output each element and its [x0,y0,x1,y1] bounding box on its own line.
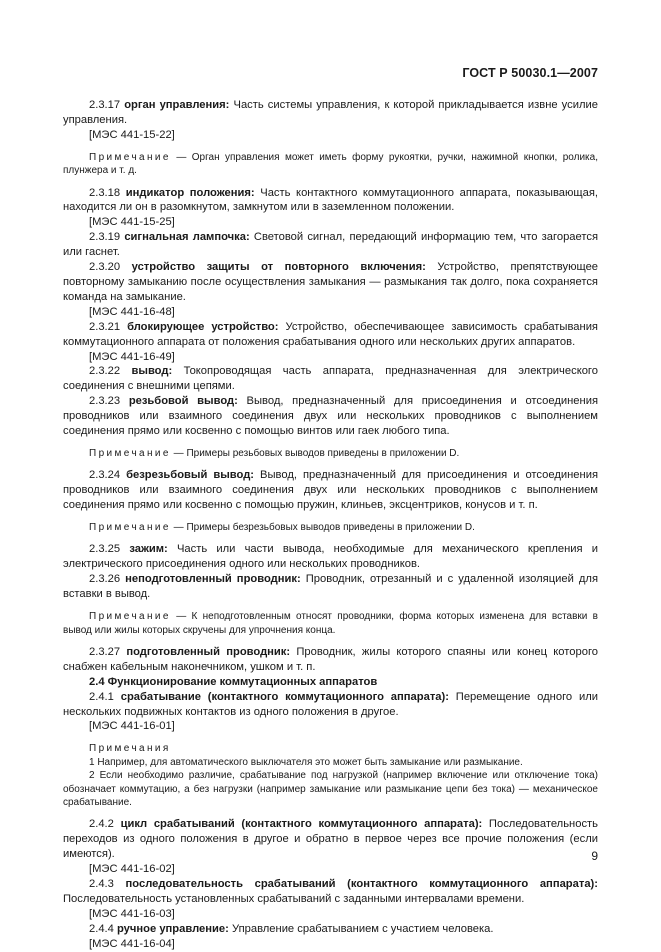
note-label: Примечание [89,151,171,163]
term-number: 2.4.3 [89,878,114,890]
term-number: 2.3.22 [89,365,121,378]
definition-2-3-22 [63,364,598,394]
page-number: 9 [591,849,598,863]
definition-2-3-21 [63,320,598,350]
definition-2-3-25 [63,542,598,572]
page-body [63,98,598,952]
term-number: 2.3.24 [89,469,121,482]
term-name: зажим: [129,543,168,556]
term-name: безрезьбовый вывод: [126,469,255,482]
definition-2-3-18 [63,186,598,216]
definition-2-4-2 [63,817,598,862]
note [63,151,598,178]
term-text: Часть контактного коммутационного аппарата, показывающая, находится ли он в разомкнутом, замкнутом или в заземленном положении. [63,186,598,214]
term-number: 2.3.21 [89,320,121,333]
note-text: — Примеры резьбовых выводов приведены в приложении D. [170,447,460,459]
reference: [МЭС 441-15-22] [89,128,175,141]
term-text: Световой сигнал, передающий информацию тем, что загорается или гаснет. [63,231,599,259]
term-name: орган управления: [124,99,230,111]
note-text: — Орган управления может иметь форму рукоятки, ручки, нажимной кнопки, ролика, плунжера и т. д. [63,151,598,177]
term-text: Устройство, обеспечивающее зависимость срабатывания коммутационного аппарата от положения срабатывания одного или нескольких других аппаратов. [63,320,598,348]
note-text: — К неподготовленным относят проводники, форма которых изменена для вставки в вывод или жилы которых скручены для упрочнения конца. [63,611,598,636]
term-name: сигнальная лампочка: [124,231,250,244]
section-heading: 2.4 Функционирование коммутационных аппаратов [89,675,378,688]
note [63,447,598,460]
term-number: 2.3.27 [89,645,121,658]
term-text: Перемещение одного или нескольких подвижных контактов из одного положения в другое. [63,690,598,718]
term-name: устройство защиты от повторного включения: [131,261,426,274]
term-number: 2.3.20 [89,261,121,274]
note-label: Примечание [89,522,171,534]
term-name: неподготовленный проводник: [125,573,301,586]
reference: [МЭС 441-16-48] [89,305,175,318]
note [63,521,598,534]
definition-2-3-19 [63,230,598,260]
definition-2-3-17 [63,98,598,128]
term-text: Токопроводящая часть аппарата, предназначенная для электрического соединения с внешними цепями. [63,365,598,393]
term-name: индикатор положения: [125,186,255,199]
note-label: Примечание [89,447,171,459]
term-name: ручное управление: [117,922,229,935]
term-number: 2.3.19 [89,231,121,244]
term-name: блокирующее устройство: [127,320,279,333]
definition-2-4-1 [63,690,598,720]
term-text: Проводник, отрезанный и с удаленной изоляцией для вставки в вывод. [63,573,598,601]
term-number: 2.3.18 [89,186,121,199]
term-text: Последовательность установленных срабатываний с заданными интервалами времени. [63,892,525,905]
definition-2-3-27 [63,645,598,675]
definition-2-4-4 [63,922,598,937]
term-number: 2.3.26 [89,573,121,586]
note-item: 1 Например, для автоматического выключателя это может быть замыкание или размыкание. [89,756,523,768]
term-number: 2.4.1 [89,690,114,703]
reference: [МЭС 441-16-04] [89,937,175,950]
term-number: 2.3.17 [89,99,121,111]
definition-2-3-24 [63,468,598,513]
reference: [МЭС 441-16-49] [89,350,175,363]
document-id: ГОСТ Р 50030.1—2007 [462,66,598,80]
term-number: 2.4.4 [89,922,114,935]
term-number: 2.4.2 [89,818,114,831]
term-name: подготовленный проводник: [126,645,291,658]
note [63,610,598,637]
term-name: срабатывание (контактного коммутационного аппарата): [120,690,449,703]
term-text: Проводник, жилы которого спаяны или конец которого снабжен кабельным наконечником, ушком и т. п. [63,645,598,673]
reference: [МЭС 441-15-25] [89,216,175,229]
definition-2-4-3 [63,877,598,907]
term-text: Вывод, предназначенный для присоединения и отсоединения проводников или взаимного соединения двух или нескольких проводников с выполнением соединения прямо или косвенно с помощью пружин, клиньев, эксцентриков, конусов и т. п. [63,469,598,512]
reference: [МЭС 441-16-03] [89,907,175,920]
notes-block [63,742,598,809]
term-text: Устройство, препятствующее повторному замыканию после осуществления замыкания — размыкания так долго, пока сохраняется команда на замыкание. [63,261,599,303]
definition-2-3-20 [63,260,598,305]
definition-2-3-26 [63,572,598,602]
term-text: Вывод, предназначенный для присоединения и отсоединения проводников или взаимного соединения двух или нескольких проводников с выполнением соединения прямо или косвенно с помощью винтов или гаек любого типа. [63,395,598,438]
note-item: 2 Если необходимо различие, срабатывание под нагрузкой (например включение или отключение тока) обозначает коммутацию, а без нагрузки (например замыкание или размыкание цепи без тока) — механическое срабатывание. [63,770,598,808]
note-label: Примечание [89,611,171,623]
notes-label: Примечания [89,743,171,755]
definition-2-3-23 [63,394,598,439]
term-text: Управление срабатыванием с участием человека. [228,922,494,935]
term-number: 2.3.25 [89,543,121,556]
term-text: Часть или части вывода, необходимые для механического крепления и электрического присоединения одного или нескольких проводников. [63,543,599,571]
term-name: резьбовой вывод: [128,395,238,408]
term-text: Последовательность переходов из одного положения в другое и обратно в первое через все прочие положения (если имеются). [63,818,598,861]
term-name: последовательность срабатываний (контактного коммутационного аппарата): [125,878,598,890]
term-name: вывод: [131,365,173,378]
term-name: цикл срабатываний (контактного коммутационного аппарата): [120,818,483,831]
reference: [МЭС 441-16-01] [89,720,175,733]
note-text: — Примеры безрезьбовых выводов приведены в приложении D. [170,522,475,534]
term-number: 2.3.23 [89,395,121,408]
reference: [МЭС 441-16-02] [89,863,175,876]
term-text: Часть системы управления, к которой прикладывается извне усилие управления. [63,99,598,126]
